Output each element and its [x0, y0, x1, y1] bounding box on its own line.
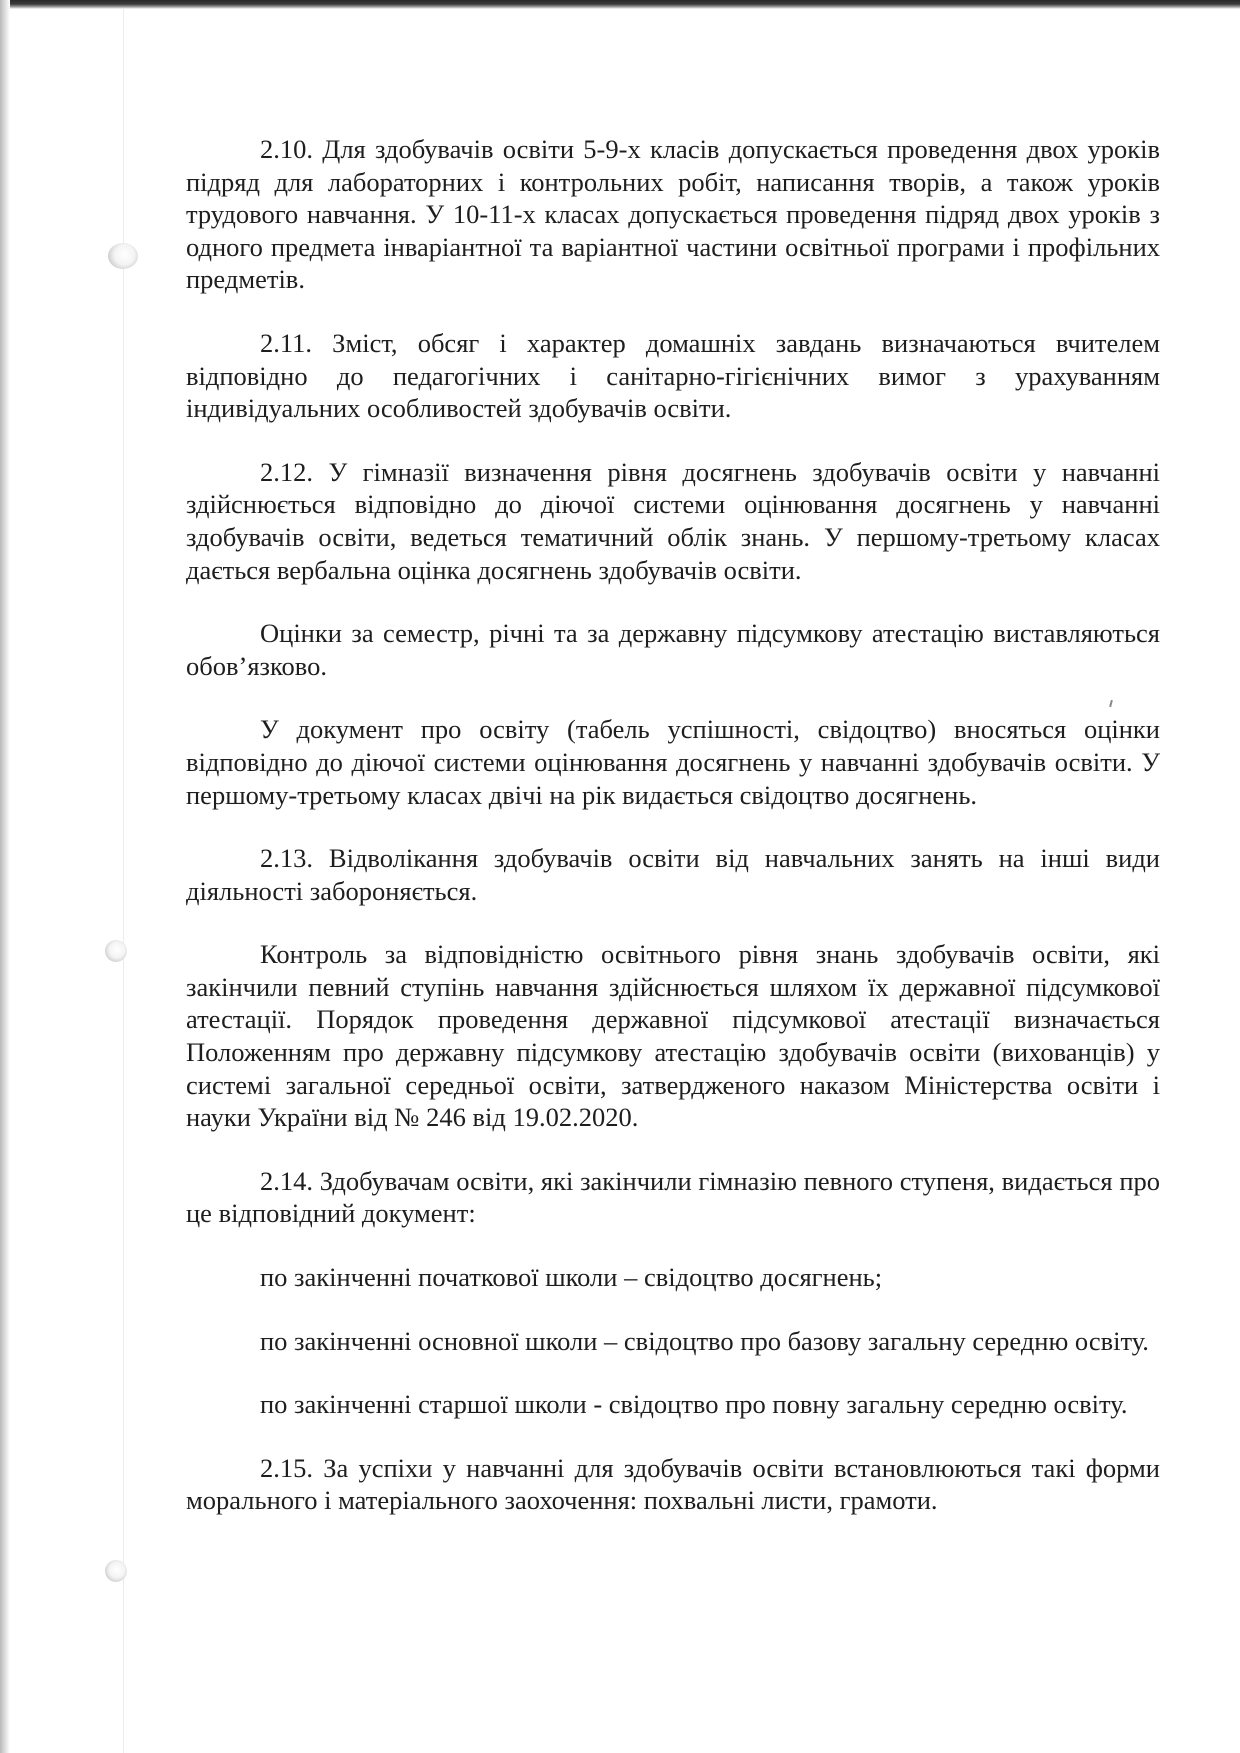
scan-top-edge [0, 0, 1240, 9]
scan-left-edge [0, 0, 10, 1753]
paragraph-2-12: 2.12. У гімназії визначення рівня досягнень здобувачів освіти у навчанні здійснюється відповідно до діючої системи оцінювання досягнень у навчанні здобувачів освіти, ведеться тематичний облік знань. У першому-третьому класах дається вербальна оцінка досягнень здобувачів освіти. [186, 456, 1160, 585]
punch-hole-mark [108, 243, 138, 269]
paragraph-2-14: 2.14. Здобувачам освіти, які закінчили гімназію певного ступеня, видається про це відповідний документ: [186, 1165, 1160, 1229]
punch-hole-mark [105, 1560, 127, 1582]
paragraph-2-10: 2.10. Для здобувачів освіти 5-9-х класів допускається проведення двох уроків підряд для лабораторних і контрольних робіт, написання творів, а також уроків трудового навчання. У 10-11-х класах допускається проведення підряд двох уроків з одного предмета інваріантної та варіантної частини освітньої програми і профільних предметів. [186, 134, 1160, 295]
document-body [186, 133, 1160, 1548]
list-item-primary-school: по закінченні початкової школи – свідоцтво досягнень; [260, 1262, 883, 1293]
paragraph-2-11: 2.11. Зміст, обсяг і характер домашніх завдань визначаються вчителем відповідно до педагогічних і санітарно-гігієнічних вимог з урахуванням індивідуальних особливостей здобувачів освіти. [186, 327, 1160, 424]
paragraph-control: Контроль за відповідністю освітнього рівня знань здобувачів освіти, які закінчили певний ступінь навчання здійснюється шляхом їх державної підсумкової атестації. Порядок проведення державної підсумкової атестації визначається Положенням про державну підсумкову атестацію здобувачів освіти (вихованців) у системі загальної середньої освіти, затвердженого наказом Міністерства освіти і науки України від № 246 від 19.02.2020. [186, 939, 1160, 1133]
paragraph-2-13: 2.13. Відволікання здобувачів освіти від навчальних занять на інші види діяльності забороняється. [186, 843, 1160, 906]
paragraph-grades: Оцінки за семестр, річні та за державну підсумкову атестацію виставляються обов’язково. [186, 618, 1160, 681]
paragraph-document-entry: У документ про освіту (табель успішності, свідоцтво) вносяться оцінки відповідно до діючої системи оцінювання досягнень у навчанні здобувачів освіти. У першому-третьому класах двічі на рік видається свідоцтво досягнень. [186, 714, 1160, 810]
list-item-senior-school: по закінченні старшої школи - свідоцтво про повну загальну середню освіту. [260, 1389, 1128, 1420]
paragraph-2-15: 2.15. За успіхи у навчанні для здобувачів освіти встановлюються такі форми морального і матеріального заохочення: похвальні листи, грамоти. [186, 1452, 1160, 1516]
punch-hole-mark [105, 940, 127, 962]
page-fold-line [123, 8, 124, 1753]
list-item-basic-school: по закінченні основної школи – свідоцтво про базову загальну середню освіту. [260, 1325, 1149, 1356]
